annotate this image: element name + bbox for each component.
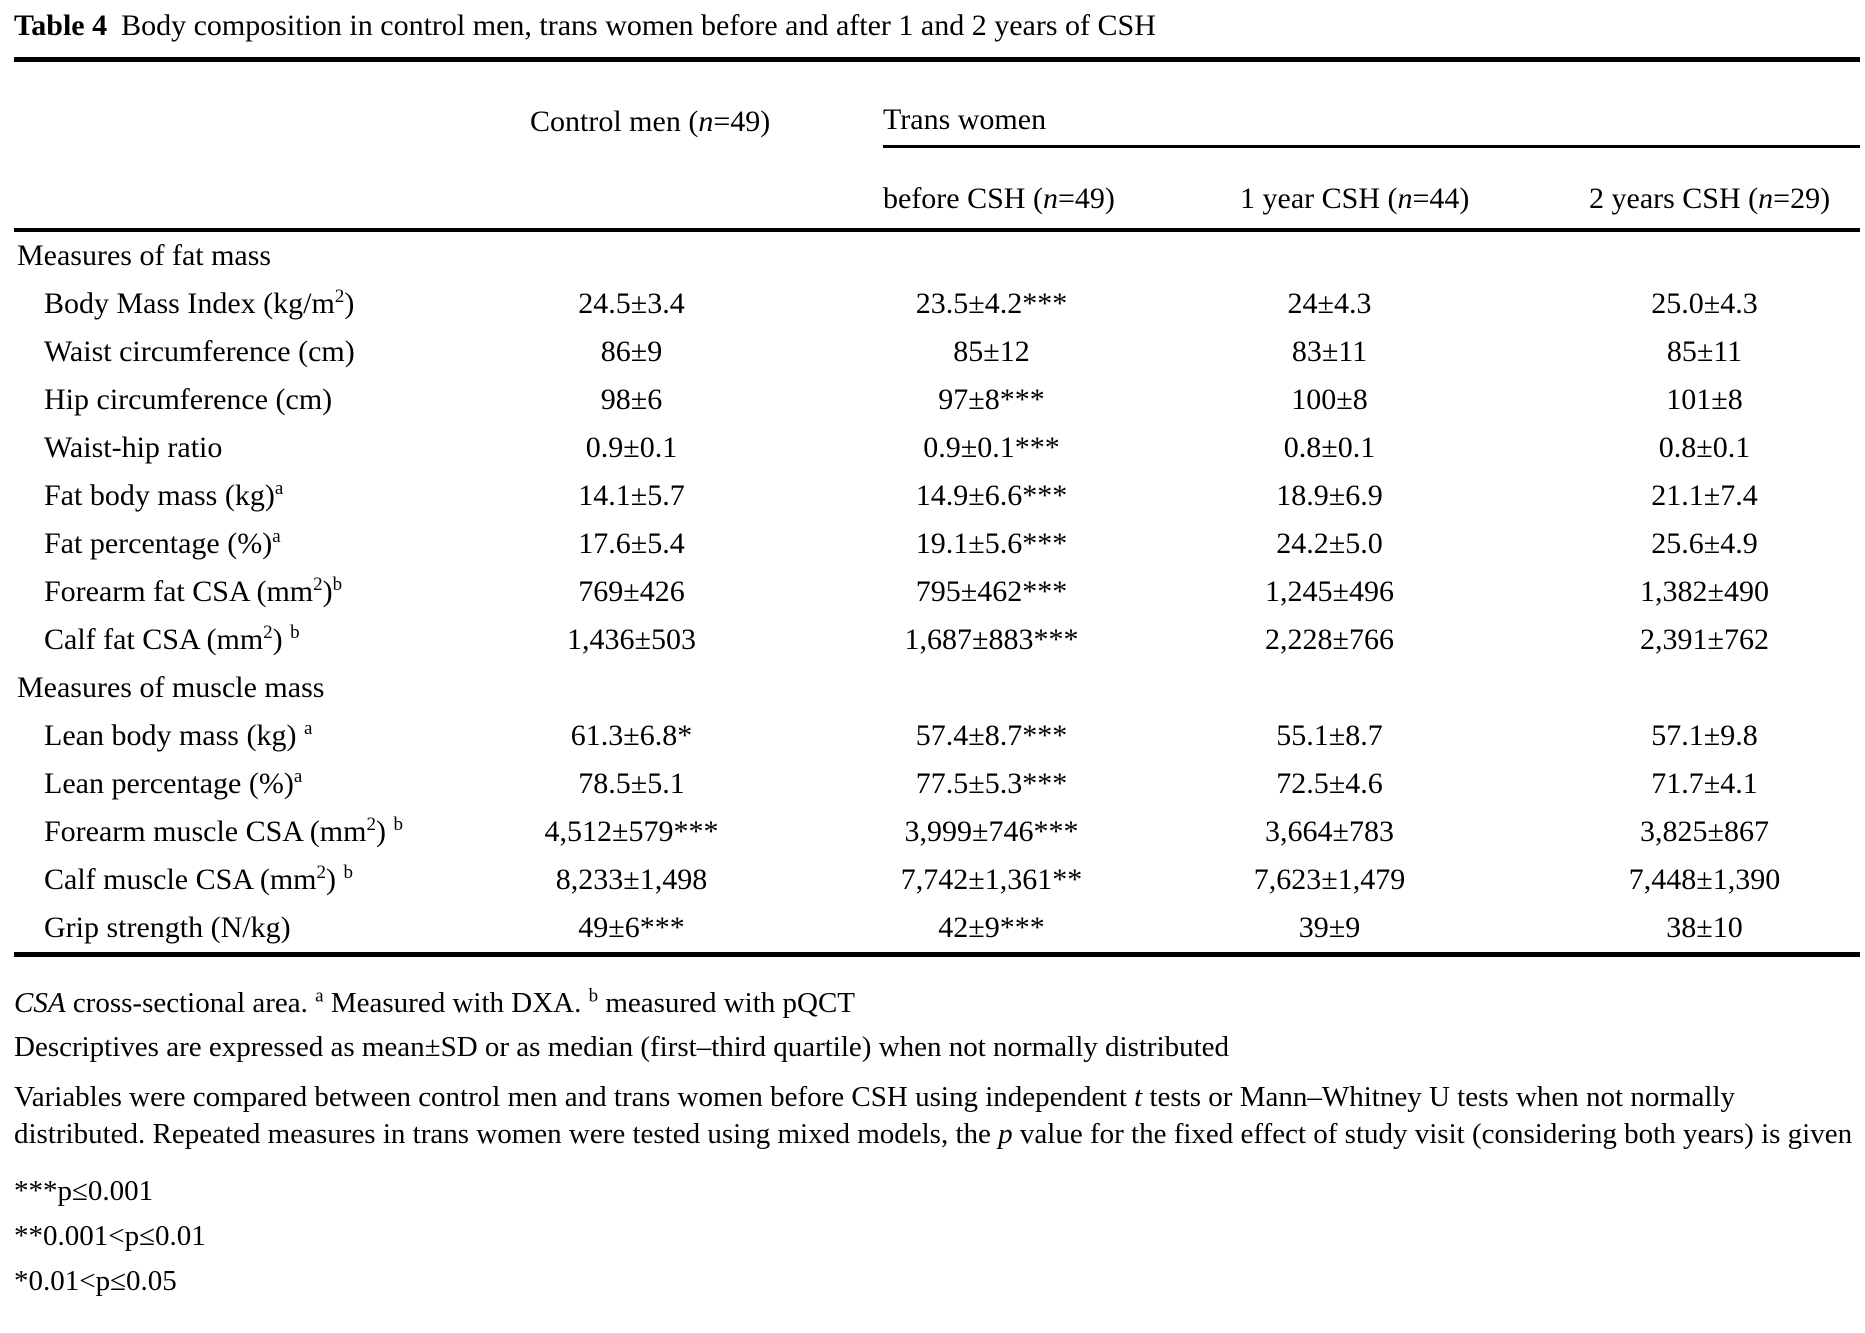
cell-value: 61.3±6.8* — [570, 719, 693, 752]
cell-value: 85±11 — [1666, 335, 1743, 368]
col-group-header-trans-women: Trans women — [883, 60, 1860, 147]
section-row — [14, 664, 1860, 712]
row-label: Fat body mass (kg)$^a$ — [44, 478, 284, 512]
cell-value: 72.5±4.6 — [1276, 767, 1383, 800]
cell-value: 769±426 — [578, 575, 685, 608]
cell-value: 23.5±4.2*** — [915, 287, 1068, 320]
cell-value: 77.5±5.3*** — [915, 767, 1068, 800]
cell-value: 97±8*** — [938, 383, 1045, 416]
cell-value: 100±8 — [1291, 383, 1368, 416]
cell-value: 24.2±5.0 — [1276, 527, 1383, 560]
row-label: Calf fat CSA $(mm^2)$ $^b$ — [44, 622, 300, 656]
cell-value: 8,233±1,498 — [555, 863, 708, 896]
table-row — [14, 712, 1860, 760]
table-row — [14, 616, 1860, 664]
row-label: Waist-hip ratio — [44, 431, 223, 464]
table-row — [14, 328, 1860, 376]
cell-value: 795±462*** — [915, 575, 1068, 608]
cell-value: 83±11 — [1291, 335, 1368, 368]
cell-value: 1,687±883*** — [904, 623, 1079, 656]
cell-value: 78.5±5.1 — [578, 767, 685, 800]
row-label: Fat percentage (%)$^a$ — [44, 526, 281, 560]
cell-value: 25.6±4.9 — [1651, 527, 1758, 560]
table-row — [14, 376, 1860, 424]
cell-value: 57.1±9.8 — [1651, 719, 1758, 752]
table-row — [14, 760, 1860, 808]
table-row — [14, 520, 1860, 568]
cell-value: 0.9±0.1*** — [923, 431, 1060, 464]
table-row — [14, 280, 1860, 328]
table-row — [14, 904, 1860, 955]
cell-value: 1,436±503 — [567, 623, 696, 656]
cell-value: 1,382±490 — [1640, 575, 1769, 608]
section-row — [14, 230, 1860, 280]
col-header-1-year-csh: 1 year CSH (n=44) — [1240, 147, 1589, 231]
cell-value: 21.1±7.4 — [1651, 479, 1758, 512]
cell-value: 7,742±1,361** — [900, 863, 1083, 896]
row-label: Grip strength (N/kg) — [44, 911, 291, 944]
footnote-statistics: Variables were compared between control men and trans women before CSH using independent t tests or Mann–Whitney U tests when not normally distributed. Repeated measures in trans women were tested using mixed models, the p value for the fixed effect of study visit (considering both years) is given — [14, 1081, 1853, 1150]
table-title — [14, 8, 1860, 44]
header-row-top — [14, 60, 1860, 147]
cell-value: 55.1±8.7 — [1276, 719, 1383, 752]
table-row — [14, 808, 1860, 856]
col-header-control-men: Control men (n=49) — [530, 104, 771, 138]
footnote-significance-001: ***p≤0.001 — [14, 1175, 154, 1207]
footnote-abbreviations: CSA cross-sectional area. $^a$ Measured with DXA. $^b$ measured with pQCT — [14, 985, 856, 1019]
cell-value: 25.0±4.3 — [1651, 287, 1758, 320]
cell-value: 101±8 — [1666, 383, 1743, 416]
row-label: Waist circumference (cm) — [44, 335, 355, 368]
row-label: Body Mass Index $(kg/m^2)$ — [44, 286, 355, 320]
table-footnotes — [14, 985, 1860, 1304]
row-label: Hip circumference (cm) — [44, 383, 333, 416]
cell-value: 86±9 — [600, 335, 663, 368]
table-row — [14, 568, 1860, 616]
section-label: Measures of muscle mass — [17, 671, 325, 704]
cell-value: 71.7±4.1 — [1651, 767, 1758, 800]
table-row — [14, 856, 1860, 904]
cell-value: 38±10 — [1666, 911, 1743, 944]
cell-value: 24±4.3 — [1287, 287, 1372, 320]
cell-value: 4,512±579*** — [544, 815, 719, 848]
row-label: Lean body mass (kg) $^a$ — [44, 718, 313, 752]
table-header — [14, 60, 1860, 231]
row-label: Lean percentage (%)$^a$ — [44, 766, 303, 800]
header-spacer — [14, 60, 530, 147]
cell-value: 2,228±766 — [1265, 623, 1394, 656]
table-caption: Body composition in control men, trans women before and after 1 and 2 years of CSH — [121, 9, 1156, 42]
section-label: Measures of fat mass — [17, 239, 272, 272]
cell-value: 3,825±867 — [1640, 815, 1769, 848]
header-spacer — [530, 147, 883, 231]
table-row — [14, 424, 1860, 472]
cell-value: 0.8±0.1 — [1283, 431, 1376, 464]
cell-value: 2,391±762 — [1640, 623, 1769, 656]
cell-value: 3,999±746*** — [904, 815, 1079, 848]
col-header-2-years-csh: 2 years CSH (n=29) — [1589, 147, 1860, 231]
footnote-descriptives: Descriptives are expressed as mean±SD or as median (first–third quartile) when not normally distributed — [14, 1031, 1230, 1063]
table-row — [14, 472, 1860, 520]
cell-value: 17.6±5.4 — [578, 527, 685, 560]
header-row-sub — [14, 147, 1860, 231]
cell-value: 3,664±783 — [1265, 815, 1394, 848]
cell-value: 85±12 — [953, 335, 1030, 368]
table-number: Table 4 — [14, 9, 108, 42]
cell-value: 1,245±496 — [1265, 575, 1394, 608]
cell-value: 49±6*** — [578, 911, 685, 944]
cell-value: 7,623±1,479 — [1253, 863, 1406, 896]
body-composition-table — [14, 57, 1860, 957]
cell-value: 24.5±3.4 — [578, 287, 685, 320]
cell-value: 0.8±0.1 — [1658, 431, 1751, 464]
cell-value: 14.9±6.6*** — [915, 479, 1068, 512]
col-header-before-csh: before CSH (n=49) — [883, 147, 1240, 231]
footnote-significance-01: **0.001<p≤0.01 — [14, 1220, 206, 1252]
cell-value: 14.1±5.7 — [578, 479, 685, 512]
table-body — [14, 230, 1860, 955]
cell-value: 42±9*** — [938, 911, 1045, 944]
header-spacer — [14, 147, 530, 231]
row-label: Forearm muscle CSA $(mm^2)$ $^b$ — [44, 814, 403, 848]
cell-value: 39±9 — [1298, 911, 1361, 944]
row-label: Calf muscle CSA $(mm^2)$ $^b$ — [44, 862, 353, 896]
cell-value: 57.4±8.7*** — [915, 719, 1068, 752]
cell-value: 98±6 — [600, 383, 663, 416]
row-label: Forearm fat CSA $(mm^2)^b$ — [44, 574, 343, 608]
cell-value: 0.9±0.1 — [585, 431, 678, 464]
cell-value: 7,448±1,390 — [1628, 863, 1781, 896]
cell-value: 18.9±6.9 — [1276, 479, 1383, 512]
footnote-significance-05: *0.01<p≤0.05 — [14, 1265, 177, 1297]
cell-value: 19.1±5.6*** — [915, 527, 1068, 560]
